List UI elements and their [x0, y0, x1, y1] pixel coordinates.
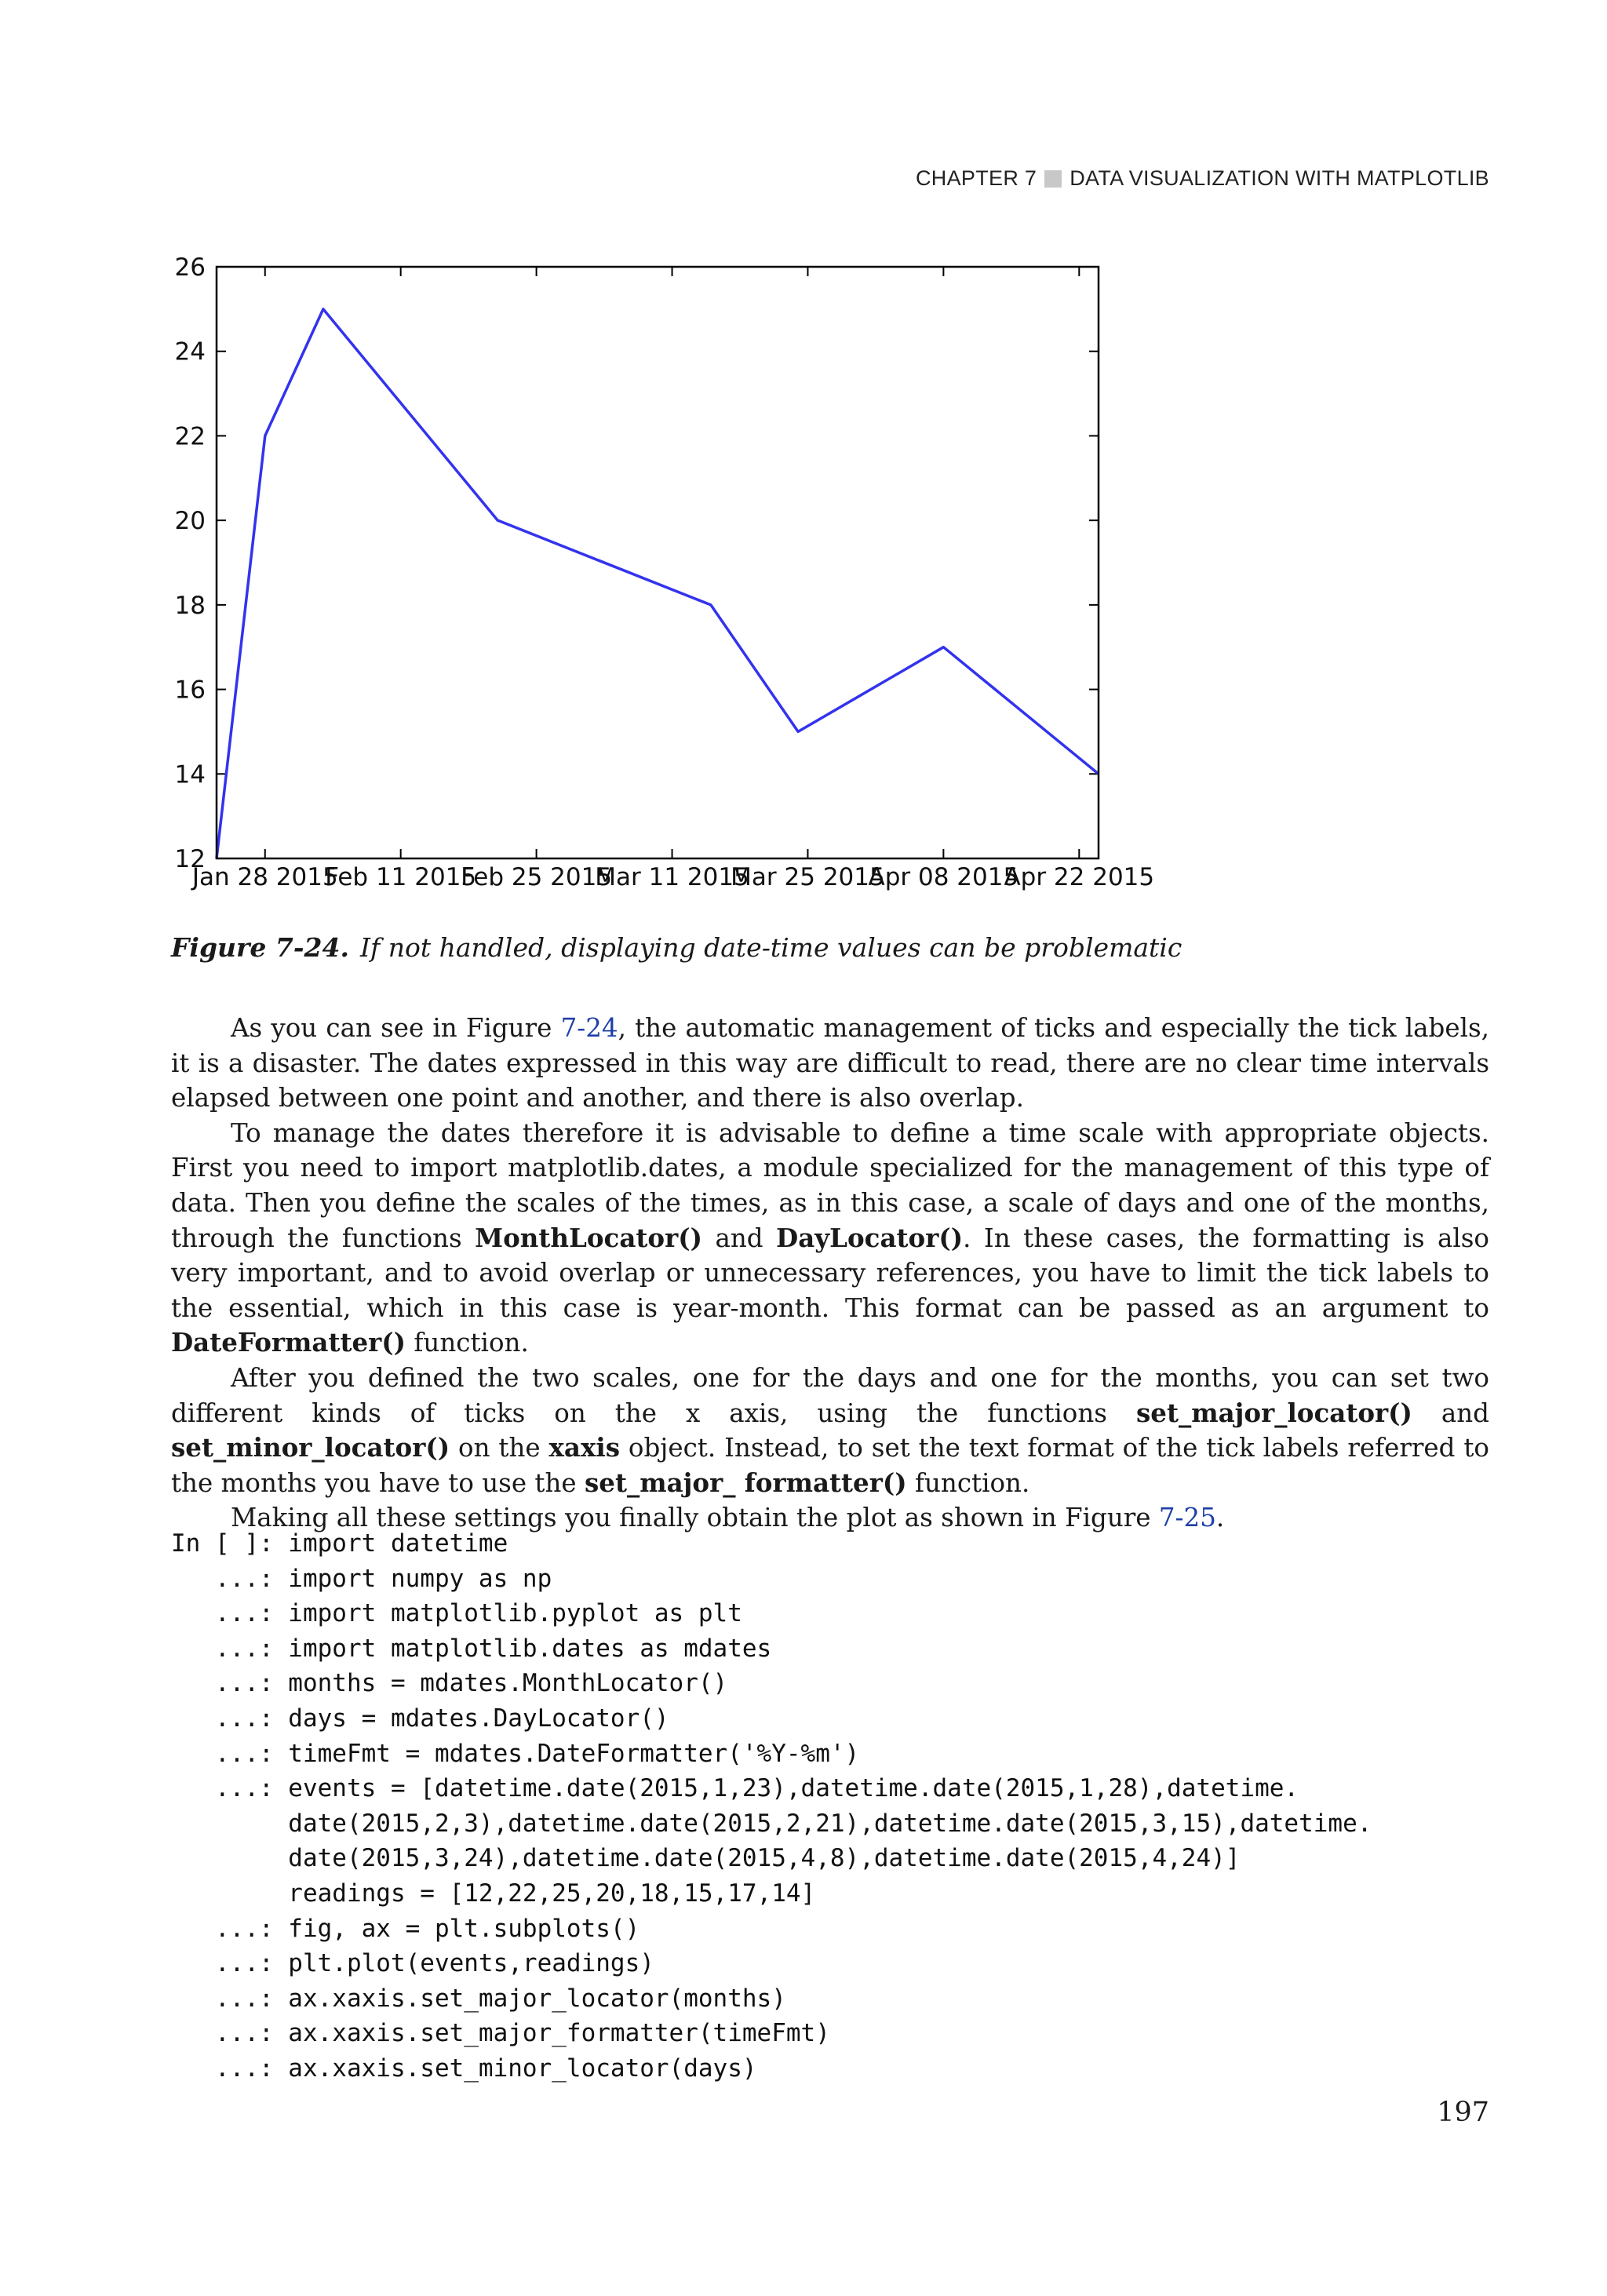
text-run: object. Instead, to set the text format of the tick labels referred to the months you have to use the — [171, 1433, 1489, 1498]
paragraph-1 — [171, 1011, 1489, 1116]
code-line: ...: ax.xaxis.set_major_locator(months) — [171, 1984, 786, 2013]
page-number: 197 — [1437, 2097, 1489, 2128]
text-run: To manage the dates therefore it is advisable to define a time scale with appropriate objects. First you need to import matplotlib.dates, a module specialized for the management of this type of data. Then you define the scales of the times, as in this case, a scale of days and one of the months, through the functions — [171, 1117, 1489, 1253]
running-head — [916, 166, 1489, 191]
y-tick-label: 18 — [174, 591, 206, 620]
series-line — [217, 309, 1099, 858]
text-run: function. — [406, 1328, 529, 1358]
code-line: ...: ax.xaxis.set_minor_locator(days) — [171, 2054, 757, 2083]
y-tick-label: 24 — [174, 337, 206, 366]
code-term: MonthLocator() — [475, 1222, 702, 1253]
code-line: readings = [12,22,25,20,18,15,17,14] — [171, 1879, 816, 1908]
body-text — [171, 1011, 1489, 1536]
x-tick-label: Mar 25 2015 — [731, 863, 885, 891]
caption-text: If not handled, displaying date-time values can be problematic — [359, 932, 1182, 963]
y-tick-label: 20 — [174, 507, 206, 536]
chapter-label: CHAPTER 7 — [916, 166, 1037, 190]
code-line: ...: timeFmt = mdates.DateFormatter('%Y-%m') — [171, 1739, 860, 1768]
code-line: ...: days = mdates.DayLocator() — [171, 1704, 669, 1733]
y-tick-label: 22 — [174, 422, 206, 451]
plot-frame — [217, 267, 1099, 858]
code-term: xaxis — [548, 1432, 620, 1463]
section-title: DATA VISUALIZATION WITH MATPLOTLIB — [1070, 166, 1489, 190]
code-line: ...: import matplotlib.dates as mdates — [171, 1634, 772, 1663]
x-tick-label: Feb 11 2015 — [325, 863, 477, 891]
paragraph-2 — [171, 1116, 1489, 1361]
x-tick-label: Apr 08 2015 — [868, 863, 1019, 891]
text-run: As you can see in Figure — [231, 1013, 561, 1043]
line-chart — [157, 243, 1177, 902]
code-line: date(2015,2,3),datetime.date(2015,2,21),datetime.date(2015,3,15),datetime. — [171, 1809, 1372, 1838]
y-tick-label: 12 — [174, 845, 206, 873]
x-tick-label: Apr 22 2015 — [1004, 863, 1155, 891]
text-run: . — [1215, 1503, 1225, 1533]
code-line: ...: months = mdates.MonthLocator() — [171, 1669, 728, 1698]
code-term: set_major_locator() — [1135, 1397, 1412, 1428]
code-line: In [ ]: import datetime — [171, 1529, 508, 1558]
separator-square-icon — [1044, 170, 1062, 188]
x-tick-label: Feb 25 2015 — [461, 863, 613, 891]
code-term: DayLocator() — [776, 1222, 964, 1253]
y-tick-label: 16 — [174, 676, 206, 705]
code-line: ...: events = [datetime.date(2015,1,23),datetime.date(2015,1,28),datetime. — [171, 1774, 1299, 1803]
x-tick-label: Mar 11 2015 — [595, 863, 749, 891]
paragraph-3 — [171, 1361, 1489, 1500]
code-line: ...: import numpy as np — [171, 1564, 552, 1593]
text-run: . In these cases, the formatting is also very important, and to avoid overlap or unnecessary references, you have to limit the tick labels to the essential, which in this case is year-month. This format can be passed as an argument to — [171, 1223, 1489, 1323]
code-term: set_major_ formatter() — [584, 1467, 907, 1498]
figure-caption — [171, 932, 1182, 963]
text-run: and — [701, 1223, 777, 1253]
code-line: date(2015,3,24),datetime.date(2015,4,8),datetime.date(2015,4,24)] — [171, 1844, 1241, 1873]
text-run: After you defined the two scales, one for the days and one for the months, you can set two different kinds of ticks on the x axis, using the functions — [171, 1362, 1489, 1428]
x-tick-label: Jan 28 2015 — [191, 863, 338, 891]
code-line: ...: ax.xaxis.set_major_formatter(timeFmt) — [171, 2019, 830, 2048]
code-term: DateFormatter() — [171, 1327, 406, 1358]
code-line: ...: plt.plot(events,readings) — [171, 1949, 654, 1978]
code-term: set_minor_locator() — [171, 1432, 450, 1463]
text-run: on the — [450, 1433, 549, 1463]
text-run: Making all these settings you finally obtain the plot as shown in Figure — [231, 1503, 1159, 1533]
code-line: ...: import matplotlib.pyplot as plt — [171, 1599, 742, 1628]
y-tick-label: 14 — [174, 760, 206, 789]
figure-ref-link[interactable]: 7-24 — [560, 1013, 618, 1043]
code-line: ...: fig, ax = plt.subplots() — [171, 1914, 640, 1943]
text-run: and — [1412, 1398, 1489, 1428]
figure-number: Figure 7-24. — [171, 932, 349, 963]
text-run: , the automatic management of ticks and especially the tick labels, it is a disaster. The dates expressed in this way are difficult to read, there are no clear time intervals elapsed between one point and another, and there is also overlap. — [171, 1013, 1489, 1113]
y-tick-label: 26 — [174, 253, 206, 282]
figure-ref-link[interactable]: 7-25 — [1158, 1503, 1216, 1533]
code-listing — [171, 1526, 1372, 2086]
text-run: function. — [906, 1467, 1030, 1498]
